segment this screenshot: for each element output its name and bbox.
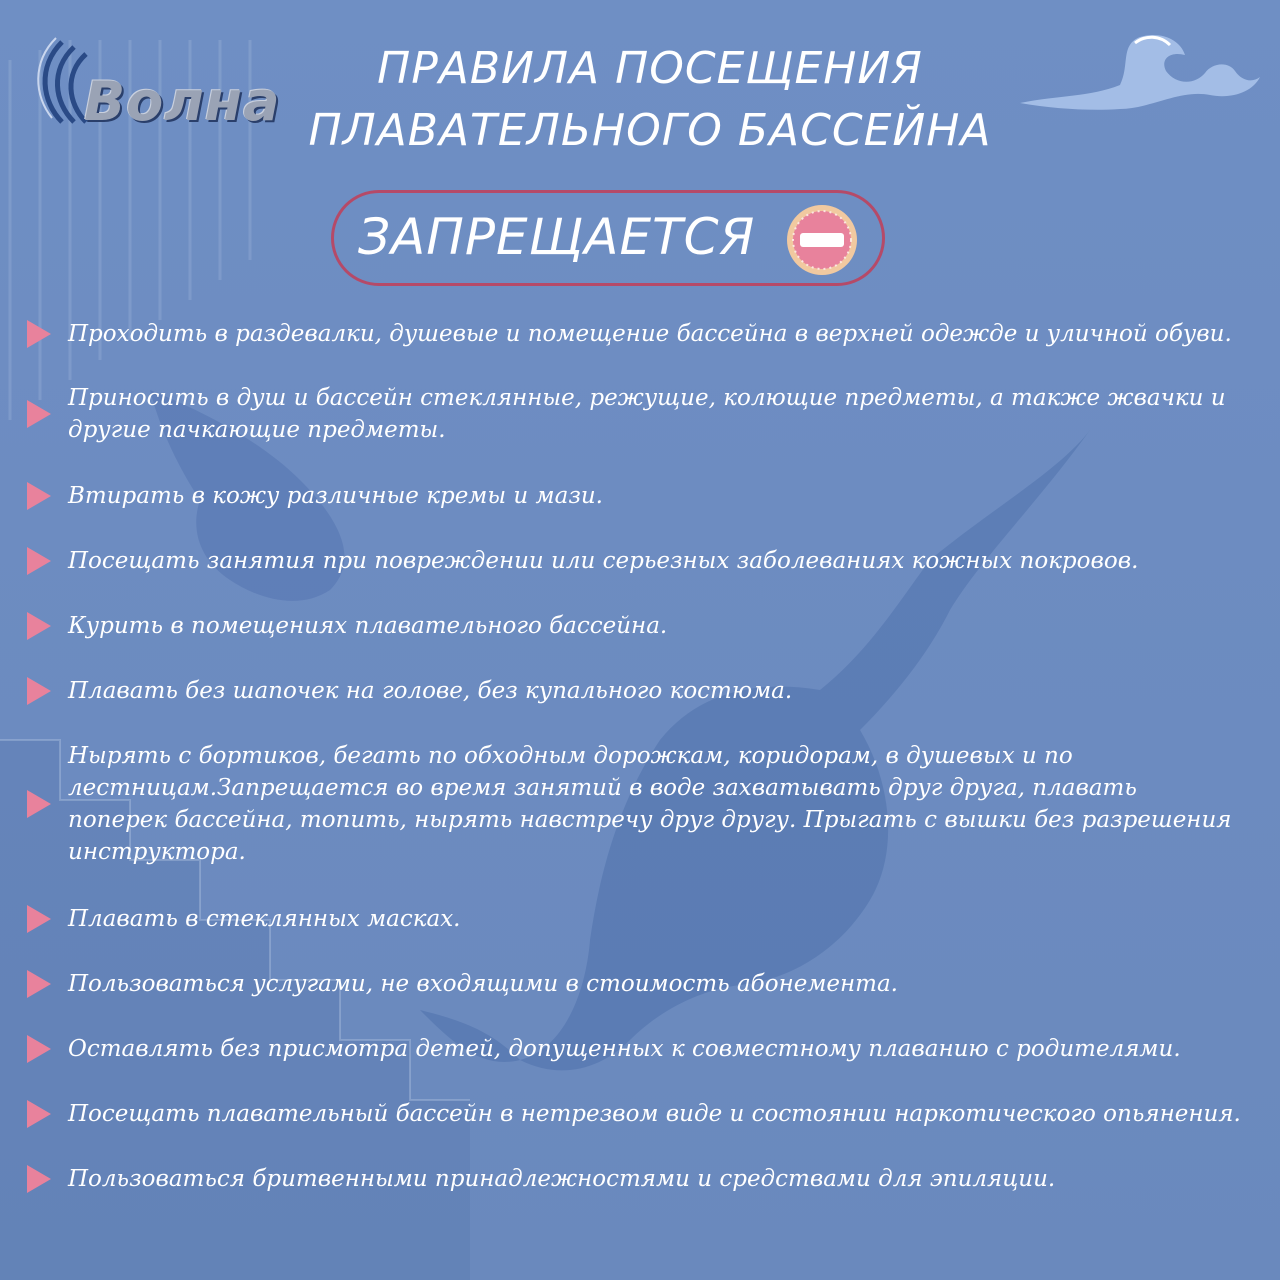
no-entry-icon <box>784 202 860 278</box>
forbidden-heading: ЗАПРЕЩАЕТСЯ <box>358 208 756 266</box>
rule-text: Плавать в стеклянных масках. <box>68 906 461 932</box>
rule-text: Втирать в кожу различные кремы и мази. <box>68 483 603 509</box>
triangle-bullet-icon <box>25 318 53 350</box>
triangle-bullet-icon <box>25 1033 53 1065</box>
triangle-bullet-icon <box>25 480 53 512</box>
rule-text: Посещать занятия при повреждении или серьезных заболеваниях кожных покровов. <box>68 548 1139 574</box>
rule-text: Пользоваться услугами, не входящими в стоимость абонемента. <box>68 971 898 997</box>
rule-text: Приносить в душ и бассейн стеклянные, режущие, колющие предметы, а также жвачки и другие пачкающие предметы. <box>68 385 1226 443</box>
rule-text: Пользоваться бритвенными принадлежностями и средствами для эпиляции. <box>68 1166 1056 1192</box>
title-line-1: ПРАВИЛА ПОСЕЩЕНИЯ <box>377 43 923 94</box>
rule-text: Нырять с бортиков, бегать по обходным дорожкам, коридорам, в душевых и по лестницам.Запрещается во время занятий в воде захватывать друг друга, плавать поперек бассейна, топить, нырять навстречу друг другу. Прыгать с вышки без разрешения инструктора. <box>68 743 1232 865</box>
title-line-2: ПЛАВАТЕЛЬНОГО БАССЕЙНА <box>308 105 992 156</box>
rule-text: Плавать без шапочек на голове, без купального костюма. <box>68 678 793 704</box>
rule-text: Проходить в раздевалки, душевые и помещение бассейна в верхней одежде и уличной обуви. <box>68 321 1232 347</box>
page-title <box>300 38 1000 162</box>
triangle-bullet-icon <box>25 968 53 1000</box>
rule-text: Оставлять без присмотра детей, допущенных к совместному плаванию с родителями. <box>68 1036 1181 1062</box>
wave-icon <box>1020 25 1260 115</box>
triangle-bullet-icon <box>25 675 53 707</box>
triangle-bullet-icon <box>25 1098 53 1130</box>
rule-text: Посещать плавательный бассейн в нетрезвом виде и состоянии наркотического опьянения. <box>68 1101 1241 1127</box>
rule-text: Курить в помещениях плавательного бассейна. <box>68 613 668 639</box>
triangle-bullet-icon <box>25 903 53 935</box>
triangle-bullet-icon <box>25 788 53 820</box>
logo-text: Волна <box>84 70 281 133</box>
triangle-bullet-icon <box>25 398 53 430</box>
triangle-bullet-icon <box>25 610 53 642</box>
triangle-bullet-icon <box>25 1163 53 1195</box>
triangle-bullet-icon <box>25 545 53 577</box>
logo <box>22 22 281 142</box>
